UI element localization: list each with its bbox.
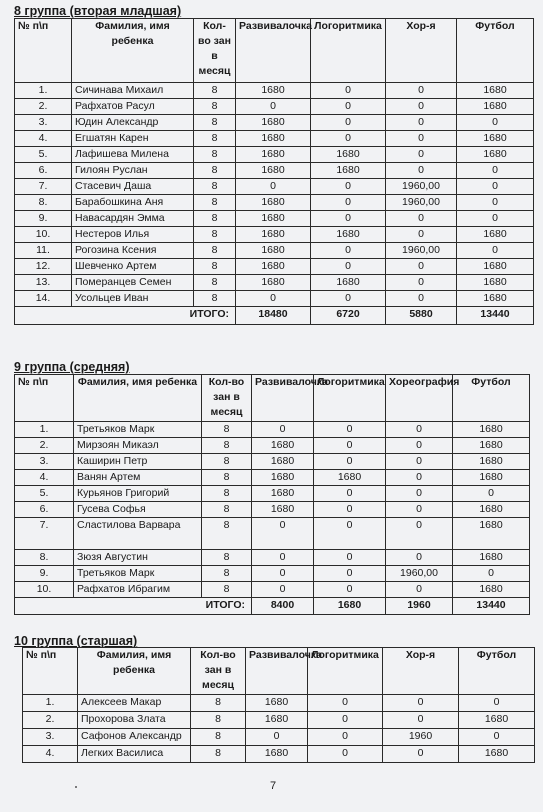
row-number: 6. <box>15 502 74 518</box>
child-name: Рафхатов Ибрагим <box>74 582 202 598</box>
value-cell: 1680 <box>252 470 314 486</box>
value-cell: 1680 <box>311 227 386 243</box>
value-cell: 0 <box>314 502 386 518</box>
value-cell: 0 <box>386 550 453 566</box>
table-row <box>15 275 534 291</box>
value-cell: 0 <box>311 243 386 259</box>
value-cell: 1680 <box>246 746 308 763</box>
value-cell: 0 <box>383 695 459 712</box>
header-cell: Развивалочка <box>236 19 311 83</box>
table-row <box>15 83 534 99</box>
value-cell: 0 <box>314 518 386 550</box>
group-9-title: 9 группа (средняя) <box>14 360 130 374</box>
table-row <box>15 486 530 502</box>
value-cell: 1680 <box>314 470 386 486</box>
value-cell: 8 <box>191 746 246 763</box>
table-row <box>15 99 534 115</box>
header-cell: Футбол <box>457 19 534 83</box>
value-cell: 0 <box>314 454 386 470</box>
row-number: 6. <box>15 163 72 179</box>
value-cell: 0 <box>246 729 308 746</box>
total-label: ИТОГО: <box>15 598 252 615</box>
value-cell: 0 <box>383 746 459 763</box>
value-cell: 1680 <box>246 712 308 729</box>
table-row <box>15 131 534 147</box>
value-cell: 0 <box>236 291 311 307</box>
header-cell: Футбол <box>453 375 530 422</box>
child-name: Рафхатов Расул <box>72 99 194 115</box>
value-cell: 1680 <box>236 131 311 147</box>
group-10-rows <box>23 695 535 763</box>
value-cell: 1680 <box>311 147 386 163</box>
value-cell: 8 <box>194 291 236 307</box>
child-name: Нестеров Илья <box>72 227 194 243</box>
row-number: 1. <box>15 83 72 99</box>
value-cell: 1960 <box>383 729 459 746</box>
header-cell: Логоритмика <box>311 19 386 83</box>
value-cell: 0 <box>308 712 383 729</box>
group-8-rows <box>15 83 534 307</box>
value-cell: 0 <box>383 712 459 729</box>
value-cell: 0 <box>457 243 534 259</box>
child-name: Мирзоян Микаэл <box>74 438 202 454</box>
value-cell: 0 <box>453 486 530 502</box>
total-cell: 6720 <box>311 307 386 325</box>
value-cell: 1680 <box>453 518 530 550</box>
row-number: 14. <box>15 291 72 307</box>
total-label: ИТОГО: <box>15 307 236 325</box>
group-8-title: 8 группа (вторая младшая) <box>14 4 182 18</box>
value-cell: 1680 <box>236 115 311 131</box>
value-cell: 8 <box>194 163 236 179</box>
child-name: Алексеев Макар <box>78 695 191 712</box>
row-number: 2. <box>15 438 74 454</box>
value-cell: 1680 <box>236 259 311 275</box>
table-row <box>15 115 534 131</box>
value-cell: 0 <box>457 179 534 195</box>
value-cell: 0 <box>457 195 534 211</box>
value-cell: 0 <box>314 438 386 454</box>
row-number: 5. <box>15 147 72 163</box>
table-row <box>15 470 530 486</box>
value-cell: 0 <box>314 550 386 566</box>
value-cell: 1680 <box>236 243 311 259</box>
value-cell: 1680 <box>453 422 530 438</box>
header-cell: Развивалочка <box>246 648 308 695</box>
value-cell: 0 <box>314 486 386 502</box>
row-number: 4. <box>23 746 78 763</box>
row-number: 1. <box>23 695 78 712</box>
value-cell: 8 <box>202 502 252 518</box>
value-cell: 1960,00 <box>386 243 457 259</box>
total-cell: 8400 <box>252 598 314 615</box>
row-number: 3. <box>23 729 78 746</box>
table-row <box>15 582 530 598</box>
group-9-table <box>14 374 530 615</box>
row-number: 1. <box>15 422 74 438</box>
header-cell: № п\п <box>15 375 74 422</box>
value-cell: 1680 <box>457 291 534 307</box>
group-8-table <box>14 18 534 325</box>
value-cell: 0 <box>311 115 386 131</box>
child-name: Гусева Софья <box>74 502 202 518</box>
value-cell: 8 <box>194 83 236 99</box>
header-cell: Кол-во зан в месяц <box>194 19 236 83</box>
value-cell: 0 <box>386 422 453 438</box>
row-number: 2. <box>15 99 72 115</box>
row-number: 7. <box>15 518 74 550</box>
row-number: 3. <box>15 454 74 470</box>
value-cell: 0 <box>386 227 457 243</box>
child-name: Сластилова Варвара <box>74 518 202 550</box>
value-cell: 0 <box>386 259 457 275</box>
table-row <box>15 227 534 243</box>
table-row <box>15 179 534 195</box>
value-cell: 0 <box>252 518 314 550</box>
table-row <box>15 195 534 211</box>
group-10-title: 10 группа (старшая) <box>14 634 138 648</box>
value-cell: 0 <box>308 746 383 763</box>
table-row <box>15 163 534 179</box>
value-cell: 0 <box>457 115 534 131</box>
value-cell: 0 <box>386 518 453 550</box>
value-cell: 8 <box>194 243 236 259</box>
header-cell: Кол-во зан в месяц <box>202 375 252 422</box>
child-name: Курьянов Григорий <box>74 486 202 502</box>
value-cell: 0 <box>386 275 457 291</box>
scan-dot <box>75 786 77 788</box>
table-row <box>15 518 530 550</box>
value-cell: 1680 <box>457 99 534 115</box>
value-cell: 0 <box>311 179 386 195</box>
row-number: 8. <box>15 550 74 566</box>
value-cell: 8 <box>194 115 236 131</box>
child-name: Ванян Артем <box>74 470 202 486</box>
group-10-table <box>22 647 535 763</box>
value-cell: 0 <box>311 99 386 115</box>
value-cell: 8 <box>202 454 252 470</box>
value-cell: 1680 <box>459 746 535 763</box>
child-name: Третьяков Марк <box>74 422 202 438</box>
row-number: 4. <box>15 470 74 486</box>
row-number: 11. <box>15 243 72 259</box>
value-cell: 0 <box>252 582 314 598</box>
table-row <box>15 211 534 227</box>
header-cell: Хореография <box>386 375 453 422</box>
value-cell: 0 <box>457 163 534 179</box>
value-cell: 1680 <box>457 83 534 99</box>
child-name: Каширин Петр <box>74 454 202 470</box>
value-cell: 0 <box>459 729 535 746</box>
child-name: Лафишева Милена <box>72 147 194 163</box>
header-cell: Хор-я <box>383 648 459 695</box>
child-name: Прохорова Злата <box>78 712 191 729</box>
value-cell: 0 <box>311 211 386 227</box>
group-9-rows <box>15 422 530 598</box>
row-number: 7. <box>15 179 72 195</box>
value-cell: 0 <box>386 486 453 502</box>
value-cell: 8 <box>194 195 236 211</box>
value-cell: 0 <box>314 582 386 598</box>
table-row <box>15 566 530 582</box>
value-cell: 0 <box>386 115 457 131</box>
value-cell: 0 <box>386 502 453 518</box>
row-number: 8. <box>15 195 72 211</box>
header-cell: Фамилия, имя ребенка <box>74 375 202 422</box>
value-cell: 0 <box>459 695 535 712</box>
table-row <box>15 438 530 454</box>
value-cell: 0 <box>311 195 386 211</box>
header-cell: Футбол <box>459 648 535 695</box>
row-number: 9. <box>15 211 72 227</box>
value-cell: 0 <box>311 131 386 147</box>
value-cell: 8 <box>191 712 246 729</box>
value-cell: 1680 <box>457 131 534 147</box>
value-cell: 0 <box>314 422 386 438</box>
value-cell: 1680 <box>311 275 386 291</box>
value-cell: 8 <box>202 422 252 438</box>
row-number: 5. <box>15 486 74 502</box>
value-cell: 1680 <box>453 582 530 598</box>
table-row <box>23 746 535 763</box>
header-cell: Логоритмика <box>314 375 386 422</box>
table-row <box>23 729 535 746</box>
table-row <box>23 712 535 729</box>
table-row <box>15 454 530 470</box>
header-cell: Развивалочка <box>252 375 314 422</box>
total-cell: 18480 <box>236 307 311 325</box>
row-number: 13. <box>15 275 72 291</box>
value-cell: 0 <box>252 422 314 438</box>
value-cell: 8 <box>191 695 246 712</box>
value-cell: 0 <box>308 695 383 712</box>
row-number: 4. <box>15 131 72 147</box>
value-cell: 8 <box>202 486 252 502</box>
row-number: 10. <box>15 227 72 243</box>
value-cell: 1960,00 <box>386 195 457 211</box>
value-cell: 0 <box>386 291 457 307</box>
value-cell: 0 <box>386 454 453 470</box>
child-name: Стасевич Даша <box>72 179 194 195</box>
value-cell: 0 <box>314 566 386 582</box>
row-number: 2. <box>23 712 78 729</box>
total-cell: 5880 <box>386 307 457 325</box>
child-name: Юдин Александр <box>72 115 194 131</box>
value-cell: 8 <box>191 729 246 746</box>
value-cell: 0 <box>236 179 311 195</box>
value-cell: 1680 <box>459 712 535 729</box>
header-cell: Логоритмика <box>308 648 383 695</box>
value-cell: 0 <box>252 566 314 582</box>
value-cell: 0 <box>252 550 314 566</box>
value-cell: 1680 <box>453 454 530 470</box>
table-row <box>23 695 535 712</box>
value-cell: 0 <box>311 291 386 307</box>
value-cell: 8 <box>202 582 252 598</box>
child-name: Егшатян Карен <box>72 131 194 147</box>
table-row <box>15 147 534 163</box>
header-cell: Кол-во зан в месяц <box>191 648 246 695</box>
value-cell: 0 <box>386 99 457 115</box>
value-cell: 8 <box>202 438 252 454</box>
value-cell: 8 <box>194 179 236 195</box>
value-cell: 0 <box>386 470 453 486</box>
value-cell: 1960,00 <box>386 179 457 195</box>
value-cell: 8 <box>202 518 252 550</box>
header-cell: Фамилия, имя ребенка <box>72 19 194 83</box>
value-cell: 0 <box>311 259 386 275</box>
value-cell: 8 <box>194 211 236 227</box>
child-name: Зюзя Августин <box>74 550 202 566</box>
value-cell: 1680 <box>252 454 314 470</box>
table-row <box>15 291 534 307</box>
total-cell: 13440 <box>453 598 530 615</box>
child-name: Сичинава Михаил <box>72 83 194 99</box>
value-cell: 1680 <box>236 275 311 291</box>
header-cell: Хор-я <box>386 19 457 83</box>
table-row <box>15 550 530 566</box>
value-cell: 0 <box>386 163 457 179</box>
value-cell: 1680 <box>453 502 530 518</box>
value-cell: 1680 <box>236 227 311 243</box>
value-cell: 8 <box>194 99 236 115</box>
child-name: Шевченко Артем <box>72 259 194 275</box>
value-cell: 1680 <box>311 163 386 179</box>
child-name: Рогозина Ксения <box>72 243 194 259</box>
value-cell: 1680 <box>453 550 530 566</box>
child-name: Третьяков Марк <box>74 566 202 582</box>
child-name: Усольцев Иван <box>72 291 194 307</box>
value-cell: 1680 <box>236 195 311 211</box>
value-cell: 8 <box>194 131 236 147</box>
row-number: 3. <box>15 115 72 131</box>
value-cell: 0 <box>386 131 457 147</box>
value-cell: 8 <box>202 566 252 582</box>
value-cell: 0 <box>311 83 386 99</box>
value-cell: 0 <box>386 438 453 454</box>
header-cell: № п\п <box>23 648 78 695</box>
value-cell: 1680 <box>453 470 530 486</box>
value-cell: 8 <box>194 259 236 275</box>
total-cell: 1680 <box>314 598 386 615</box>
value-cell: 0 <box>386 582 453 598</box>
value-cell: 1680 <box>457 275 534 291</box>
row-number: 10. <box>15 582 74 598</box>
value-cell: 0 <box>386 147 457 163</box>
table-row <box>15 243 534 259</box>
value-cell: 0 <box>236 99 311 115</box>
value-cell: 1680 <box>252 486 314 502</box>
value-cell: 1680 <box>457 259 534 275</box>
value-cell: 1680 <box>252 438 314 454</box>
value-cell: 1680 <box>457 147 534 163</box>
value-cell: 1680 <box>252 502 314 518</box>
child-name: Барабошкина Аня <box>72 195 194 211</box>
value-cell: 8 <box>202 470 252 486</box>
value-cell: 1680 <box>236 147 311 163</box>
value-cell: 8 <box>194 147 236 163</box>
child-name: Сафонов Александр <box>78 729 191 746</box>
value-cell: 8 <box>202 550 252 566</box>
value-cell: 0 <box>386 211 457 227</box>
row-number: 12. <box>15 259 72 275</box>
total-cell: 13440 <box>457 307 534 325</box>
value-cell: 1680 <box>236 163 311 179</box>
table-row <box>15 422 530 438</box>
value-cell: 1680 <box>236 83 311 99</box>
child-name: Навасардян Эмма <box>72 211 194 227</box>
header-cell: № п\п <box>15 19 72 83</box>
row-number: 9. <box>15 566 74 582</box>
value-cell: 8 <box>194 275 236 291</box>
child-name: Легких Василиса <box>78 746 191 763</box>
table-row <box>15 259 534 275</box>
value-cell: 1680 <box>457 227 534 243</box>
child-name: Померанцев Семен <box>72 275 194 291</box>
value-cell: 1680 <box>453 438 530 454</box>
total-cell: 1960 <box>386 598 453 615</box>
value-cell: 1680 <box>246 695 308 712</box>
value-cell: 0 <box>386 83 457 99</box>
child-name: Гилоян Руслан <box>72 163 194 179</box>
page-number: 7 <box>270 780 277 792</box>
value-cell: 1960,00 <box>386 566 453 582</box>
value-cell: 0 <box>457 211 534 227</box>
table-row <box>15 502 530 518</box>
header-cell: Фамилия, имя ребенка <box>78 648 191 695</box>
value-cell: 0 <box>453 566 530 582</box>
value-cell: 8 <box>194 227 236 243</box>
value-cell: 0 <box>308 729 383 746</box>
value-cell: 1680 <box>236 211 311 227</box>
